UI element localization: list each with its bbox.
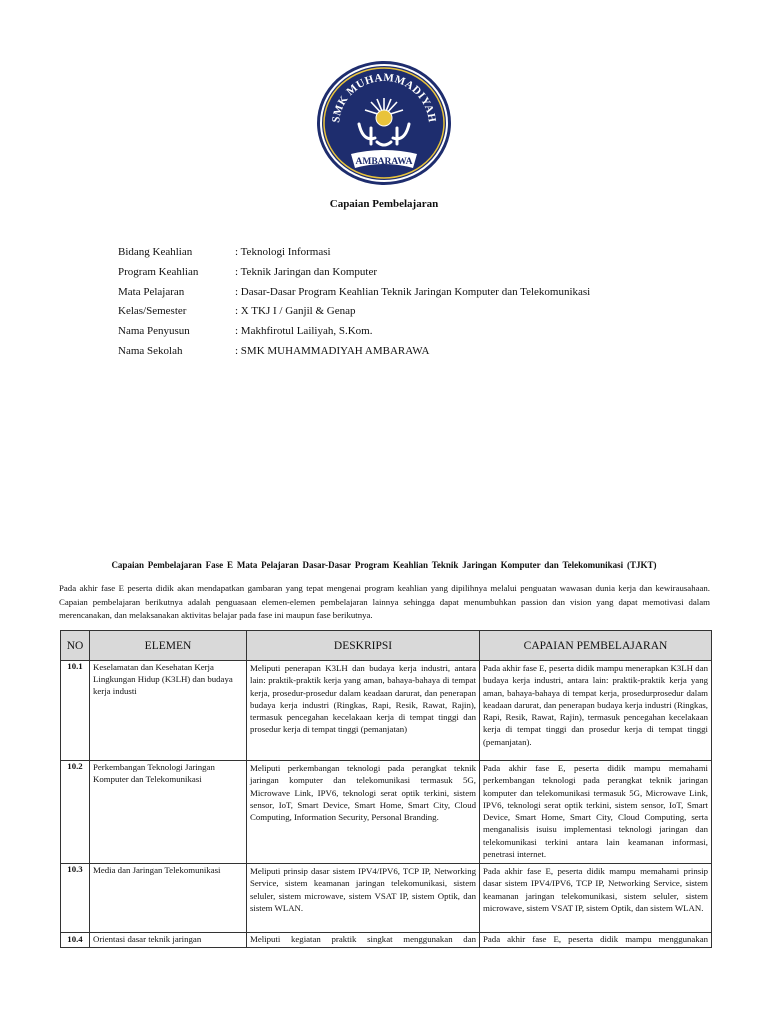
info-label: Mata Pelajaran bbox=[118, 285, 185, 298]
header-capaian: CAPAIAN PEMBELAJARAN bbox=[480, 631, 712, 661]
cell-no: 10.4 bbox=[61, 933, 90, 948]
info-value: : Teknologi Informasi bbox=[235, 246, 331, 258]
school-emblem-icon bbox=[315, 58, 453, 188]
info-row-nama-penyusun bbox=[118, 324, 590, 344]
cell-no: 10.2 bbox=[61, 761, 90, 864]
header-no: NO bbox=[61, 631, 90, 661]
info-value: : Makhfirotul Lailiyah, S.Kom. bbox=[235, 325, 373, 338]
info-label: Kelas/Semester bbox=[118, 305, 187, 318]
document-title: Capaian Pembelajaran bbox=[329, 198, 439, 210]
table-row bbox=[61, 661, 712, 761]
table-row bbox=[61, 761, 712, 864]
info-row-kelas-semester bbox=[118, 304, 590, 324]
table-row bbox=[61, 933, 712, 948]
header-elemen: ELEMEN bbox=[90, 631, 247, 661]
cell-elemen: Perkembangan Teknologi Jaringan Komputer dan Telekomunikasi bbox=[90, 761, 247, 864]
info-block bbox=[118, 245, 590, 364]
logo-bottom-text: AMBARAWA bbox=[355, 157, 413, 167]
info-row-nama-sekolah bbox=[118, 344, 590, 364]
intro-paragraph: Pada akhir fase E peserta didik akan mendapatkan gambaran yang tepat mengenai program keahlian yang dipilihnya melalui penguatan wawasan dunia kerja dan kewirausahaan. Capaian pembelajaran berikutnya adalah penguasaan elemen-elemen pembelajaran lainnya sehingga dapat menumbuhkan passion dan vision yang dapat memotivasi dalam merencanakan, dan melaksanakan aktivitas belajar pada fase ini maupun fase berikutnya. bbox=[59, 583, 710, 620]
info-value: : Teknik Jaringan dan Komputer bbox=[235, 265, 377, 278]
info-value: : X TKJ I / Ganjil & Genap bbox=[235, 305, 356, 318]
logo-top-text: SMK MUHAMMADIYAH bbox=[330, 71, 438, 124]
section-title: Capaian Pembelajaran Fase E Mata Pelajaran Dasar-Dasar Program Keahlian Teknik Jaringan Komputer dan Telekomunikasi (TJKT) bbox=[111, 560, 657, 570]
info-label: Nama Sekolah bbox=[118, 344, 183, 357]
info-label: Nama Penyusun bbox=[118, 325, 190, 338]
cell-deskripsi: Meliputi prinsip dasar sistem IPV4/IPV6, TCP IP, Networking Service, sistem keamanan jaringan telekomunikasi, sistem seluler, sistem microwave, sistem VSAT IP, sistem Optik, dan sistem WLAN. bbox=[247, 864, 480, 933]
school-logo bbox=[315, 58, 453, 188]
cell-no: 10.1 bbox=[61, 661, 90, 761]
capaian-table bbox=[60, 630, 712, 948]
header-deskripsi: DESKRIPSI bbox=[247, 631, 480, 661]
cell-deskripsi: Meliputi perkembangan teknologi pada perangkat teknik jaringan komputer dan telekomunikasi termasuk 5G, Microwave Link, IPV6, teknologi serat optik terkini, sistem sensor, IoT, Smart Device, Smart Home, Smart City, Cloud Computing, Information Security, Personal Branding. bbox=[247, 761, 480, 864]
cell-capaian: Pada akhir fase E, peserta didik mampu memahami perkembangan teknologi pada perangkat teknik jaringan komputer dan telekomunikasi termasuk 5G, Microwave Link, IPV6, teknologi serat optik terkini, sistem sensor, IoT, Smart Device, Smart Home, Smart City, Cloud Computing, serta menganalisis isuisu implementasi teknologi jaringan dan telekomunikasi terkini antara lain keamanan informasi, penetrasi internet. bbox=[480, 761, 712, 864]
info-row-bidang-keahlian bbox=[118, 245, 590, 265]
info-value: : Dasar-Dasar Program Keahlian Teknik Jaringan Komputer dan Telekomunikasi bbox=[235, 285, 591, 298]
cell-deskripsi: Meliputi penerapan K3LH dan budaya kerja industri, antara lain: praktik-praktik kerja yang aman, bahaya-bahaya di tempat kerja, prosedur-prosedur dalam keadaan darurat, dan penerapan budaya kerja industri (Ringkas, Rapi, Resik, Rawat, Rajin), termasuk pencegahan kecelakaan kerja di tempat tinggi dan prosedur kerja di tempat tinggi (pemanjatan) bbox=[247, 661, 480, 761]
info-label: Program Keahlian bbox=[118, 265, 199, 278]
cell-elemen: Media dan Jaringan Telekomunikasi bbox=[90, 864, 247, 933]
cell-capaian: Pada akhir fase E, peserta didik mampu menggunakan bbox=[480, 933, 712, 948]
cell-elemen: Keselamatan dan Kesehatan Kerja Lingkungan Hidup (K3LH) dan budaya kerja industi bbox=[90, 661, 247, 761]
info-value: : SMK MUHAMMADIYAH AMBARAWA bbox=[235, 344, 430, 357]
cell-no: 10.3 bbox=[61, 864, 90, 933]
info-row-mata-pelajaran bbox=[118, 285, 590, 305]
table-row bbox=[61, 864, 712, 933]
info-row-program-keahlian bbox=[118, 265, 590, 285]
cell-deskripsi: Meliputi kegiatan praktik singkat menggunakan dan bbox=[247, 933, 480, 948]
cell-capaian: Pada akhir fase E, peserta didik mampu menerapkan K3LH dan budaya kerja industri, antara lain: praktik-praktik kerja yang aman, bahaya-bahaya di tempat kerja, prosedurprosedur dalam keadaan darurat, dan penerapan budaya kerja industri (Ringkas, Rapi, Resik, Rawat, Rajin), termasuk pencegahan kecelakaan kerja di tempat tinggi dan prosedur kerja di tempat tinggi (pemanjatan). bbox=[480, 661, 712, 761]
table-header-row bbox=[61, 631, 712, 661]
info-label: Bidang Keahlian bbox=[118, 246, 193, 258]
cell-capaian: Pada akhir fase E, peserta didik mampu memahami prinsip dasar sistem IPV4/IPV6, TCP IP, Networking Service, sistem keamanan jaringan telekomunikasi, sistem seluler, sistem microwave, sistem VSAT IP, sistem Optik, dan sistem WLAN. bbox=[480, 864, 712, 933]
cell-elemen: Orientasi dasar teknik jaringan bbox=[90, 933, 247, 948]
